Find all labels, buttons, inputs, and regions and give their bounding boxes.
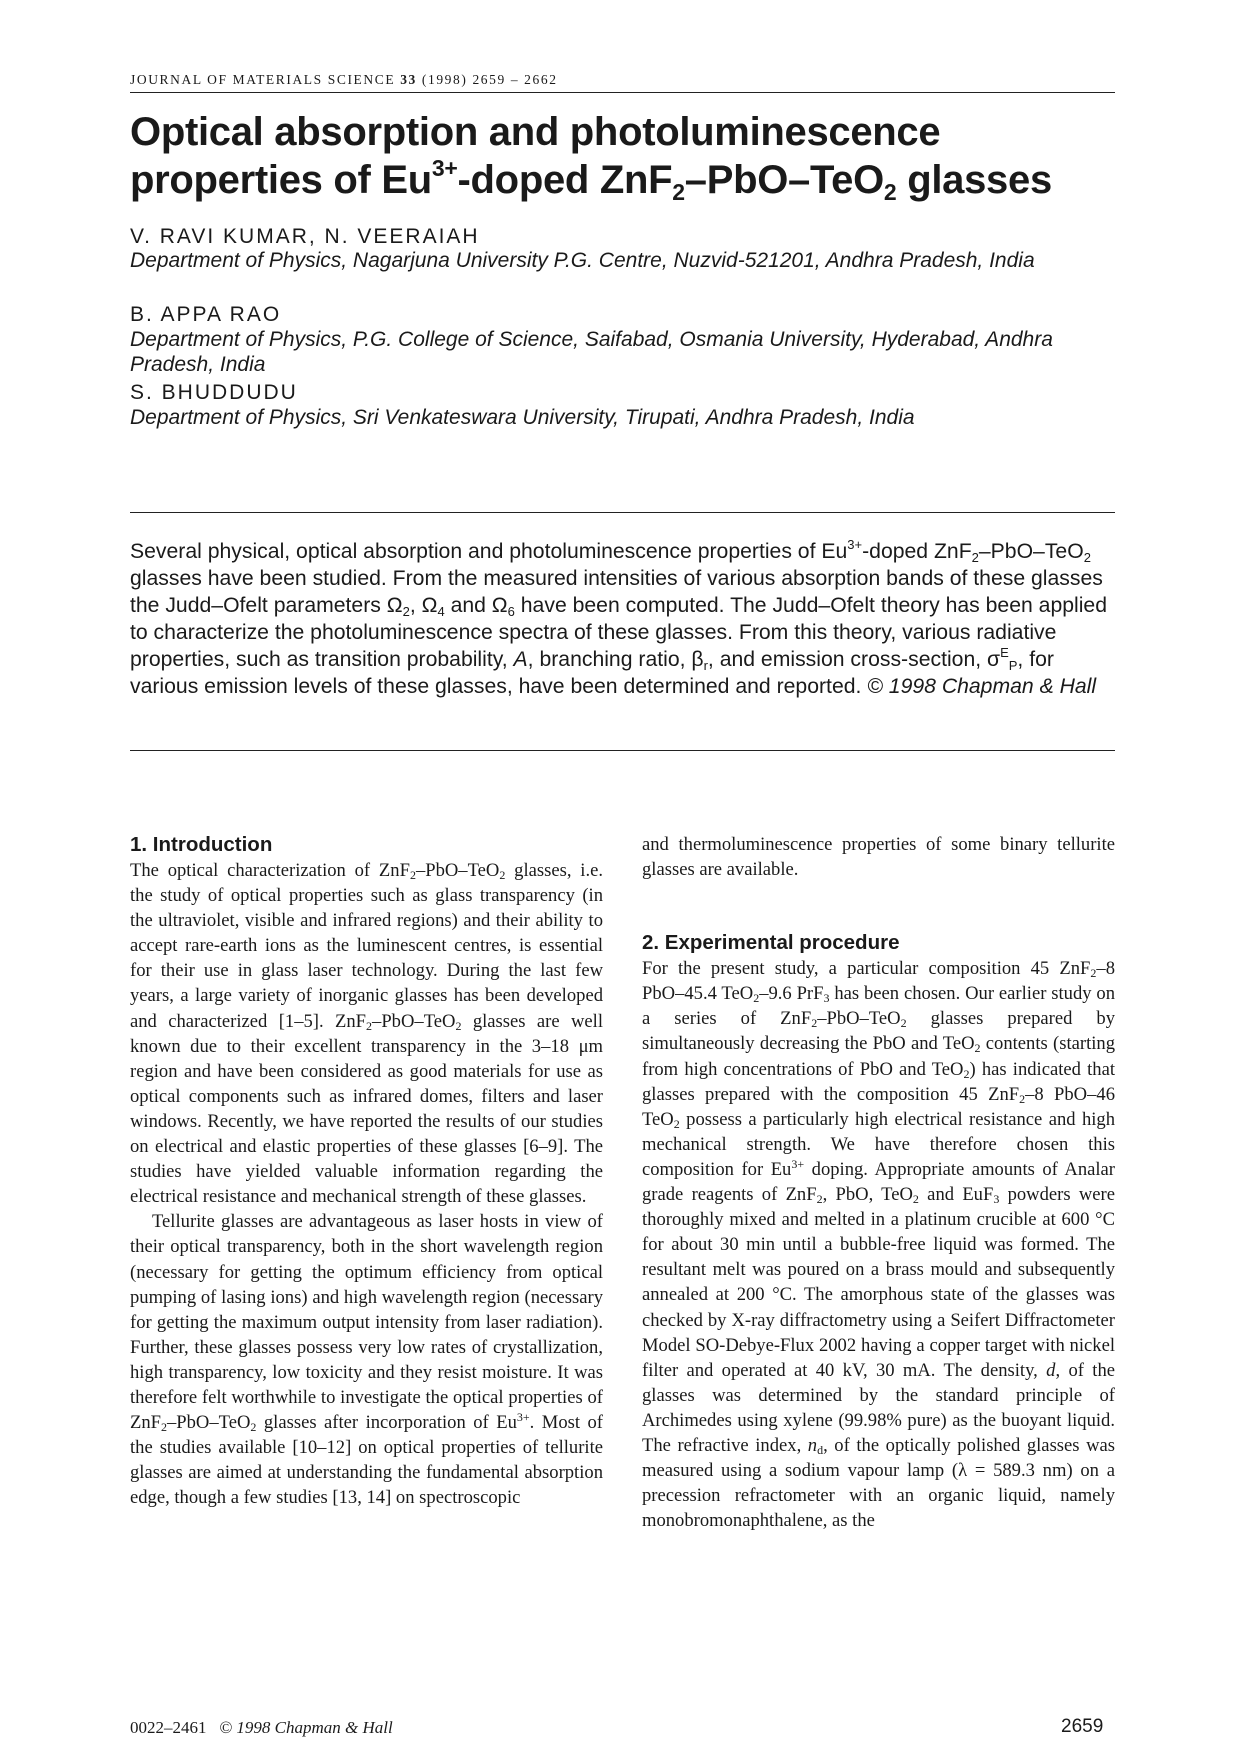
journal-volume: 33 xyxy=(400,72,417,87)
footer-issn: 0022–2461 xyxy=(130,1718,207,1737)
title-line-2: properties of $Eu^{3+}$-doped ZnF$_2$–PbO–TeO$_2$ glasses xyxy=(130,155,1052,205)
abstract-bottom-rule xyxy=(130,750,1115,751)
footer-issn-copyright xyxy=(130,1718,393,1738)
section-heading-introduction: 1. Introduction xyxy=(130,833,273,856)
running-head xyxy=(130,72,558,88)
intro-paragraph-1: The optical characterization of ZnF$_2$–PbO–TeO$_2$ glasses, i.e. the study of optical properties such as glass transparency (in the ultraviolet, visible and infrared regions) and their ability to accept rare-earth ions as the luminescent centres, is essential for their use in glass laser technology. During the last few years, a large variety of inorganic glasses has been developed and characterized [1–5]. ZnF$_2$–PbO–TeO$_2$ glasses are well known due to their excellent transparency in the 3–18 μm region and have been considered as good materials for use as optical components such as infrared domes, filters and laser windows. Recently, we have reported the results of our studies on electrical and elastic properties of these glasses [6–9]. The studies have yielded valuable information regarding the electrical resistance and mechanical strength of these glasses. xyxy=(130,860,603,1208)
footer-copyright: © 1998 Chapman & Hall xyxy=(219,1718,393,1737)
author-names-3: S. BHUDDUDU xyxy=(130,381,298,404)
title-line-1: Optical absorption and photoluminescence xyxy=(130,110,941,154)
journal-name: JOURNAL OF MATERIALS SCIENCE xyxy=(130,72,396,87)
header-rule xyxy=(130,92,1115,93)
intro-paragraph-2: Tellurite glasses are advantageous as laser hosts in view of their optical transparency, both in the short wavelength region (necessary for getting the optimum efficiency from optical pumping of lasing ions) and high wavelength region (necessary for getting the maximum output intensity from laser radiation). Further, these glasses possess very low rates of crystallization, high transparency, low toxicity and they resist moisture. It was therefore felt worthwhile to investigate the optical properties of ZnF$_2$–PbO–TeO$_2$ glasses after incorporation of $Eu^{3+}$. Most of the studies available [10–12] on optical properties of tellurite glasses are aimed at understanding the fundamental absorption edge, though a few studies [13, 14] on spectroscopic xyxy=(130,1211,603,1509)
intro-paragraph-2-continued: and thermoluminescence properties of some binary tellurite glasses are available. xyxy=(642,834,1115,881)
experimental-paragraph: For the present study, a particular composition 45 ZnF$_2$–8 PbO–45.4 TeO$_2$–9.6 PrF$_3$ has been chosen. Our earlier study on a series of ZnF$_2$–PbO–TeO$_2$ glasses prepared by simultaneously decreasing the PbO and TeO$_2$ contents (starting from high concentrations of PbO and TeO$_2$) has indicated that glasses prepared with the composition 45 ZnF$_2$–8 PbO–46 TeO$_2$ possess a particularly high electrical resistance and high mechanical strength. We have therefore chosen this composition for $Eu^{3+}$ doping. Appropriate amounts of Analar grade reagents of ZnF$_2$, PbO, TeO$_2$ and EuF$_3$ powders were thoroughly mixed and melted in a platinum crucible at 600 °C for about 30 min until a bubble-free liquid was formed. The resultant melt was poured on a brass mould and subsequently annealed at 200 °C. The amorphous state of the glasses was checked by X-ray diffractometry using a Seifert Diffractometer Model SO-Debye-Flux 2002 having a copper target with nickel filter and operated at 40 kV, 30 mA. The density, d, of the glasses was determined by the standard principle of Archimedes using xylene (99.98% pure) as the buoyant liquid. The refractive index, $n_d$, of the optically polished glasses was measured using a sodium vapour lamp (λ = 589.3 nm) on a precession refractometer with an organic liquid, namely monobromonaphthalene, as the xyxy=(642,958,1116,1532)
abstract-top-rule xyxy=(130,512,1115,513)
section-heading-experimental: 2. Experimental procedure xyxy=(642,931,900,955)
author-names-1: V. RAVI KUMAR, N. VEERAIAH xyxy=(130,225,480,248)
page-number: 2659 xyxy=(1061,1716,1104,1737)
abstract-copyright: © 1998 Chapman & Hall xyxy=(867,675,1097,698)
left-column xyxy=(130,832,603,1510)
paper-title xyxy=(130,108,1115,204)
author-affiliation-1: Department of Physics, Nagarjuna University P.G. Centre, Nuzvid-521201, Andhra Pradesh, India xyxy=(130,249,1035,272)
author-affiliation-3: Department of Physics, Sri Venkateswara University, Tirupati, Andhra Pradesh, India xyxy=(130,406,915,429)
abstract: Several physical, optical absorption and photoluminescence properties of $Eu^{3+}$-doped ZnF$_2$–PbO–TeO$_2$ glasses have been studied. From the measured intensities of various absorption bands of these glasses the Judd–Ofelt parameters $\Omega_2$, $\Omega_4$ and $\Omega_6$ have been computed. The Judd–Ofelt theory has been applied to characterize the photoluminescence spectra of these glasses. From this theory, various radiative properties, such as transition probability, A, branching ratio, $\beta_r$, and emission cross-section, $\sigma^E_P$, for various emission levels of these glasses, have been determined and reported. © 1998 Chapman & Hall xyxy=(130,537,1107,698)
author-affiliation-2: Department of Physics, P.G. College of Science, Saifabad, Osmania University, Hyderabad, Andhra Pradesh, India xyxy=(130,328,1053,376)
journal-year-pages: (1998) 2659 – 2662 xyxy=(421,72,558,87)
author-names-2: B. APPA RAO xyxy=(130,303,282,326)
right-column xyxy=(642,832,1115,1533)
section-gap xyxy=(642,882,1115,930)
